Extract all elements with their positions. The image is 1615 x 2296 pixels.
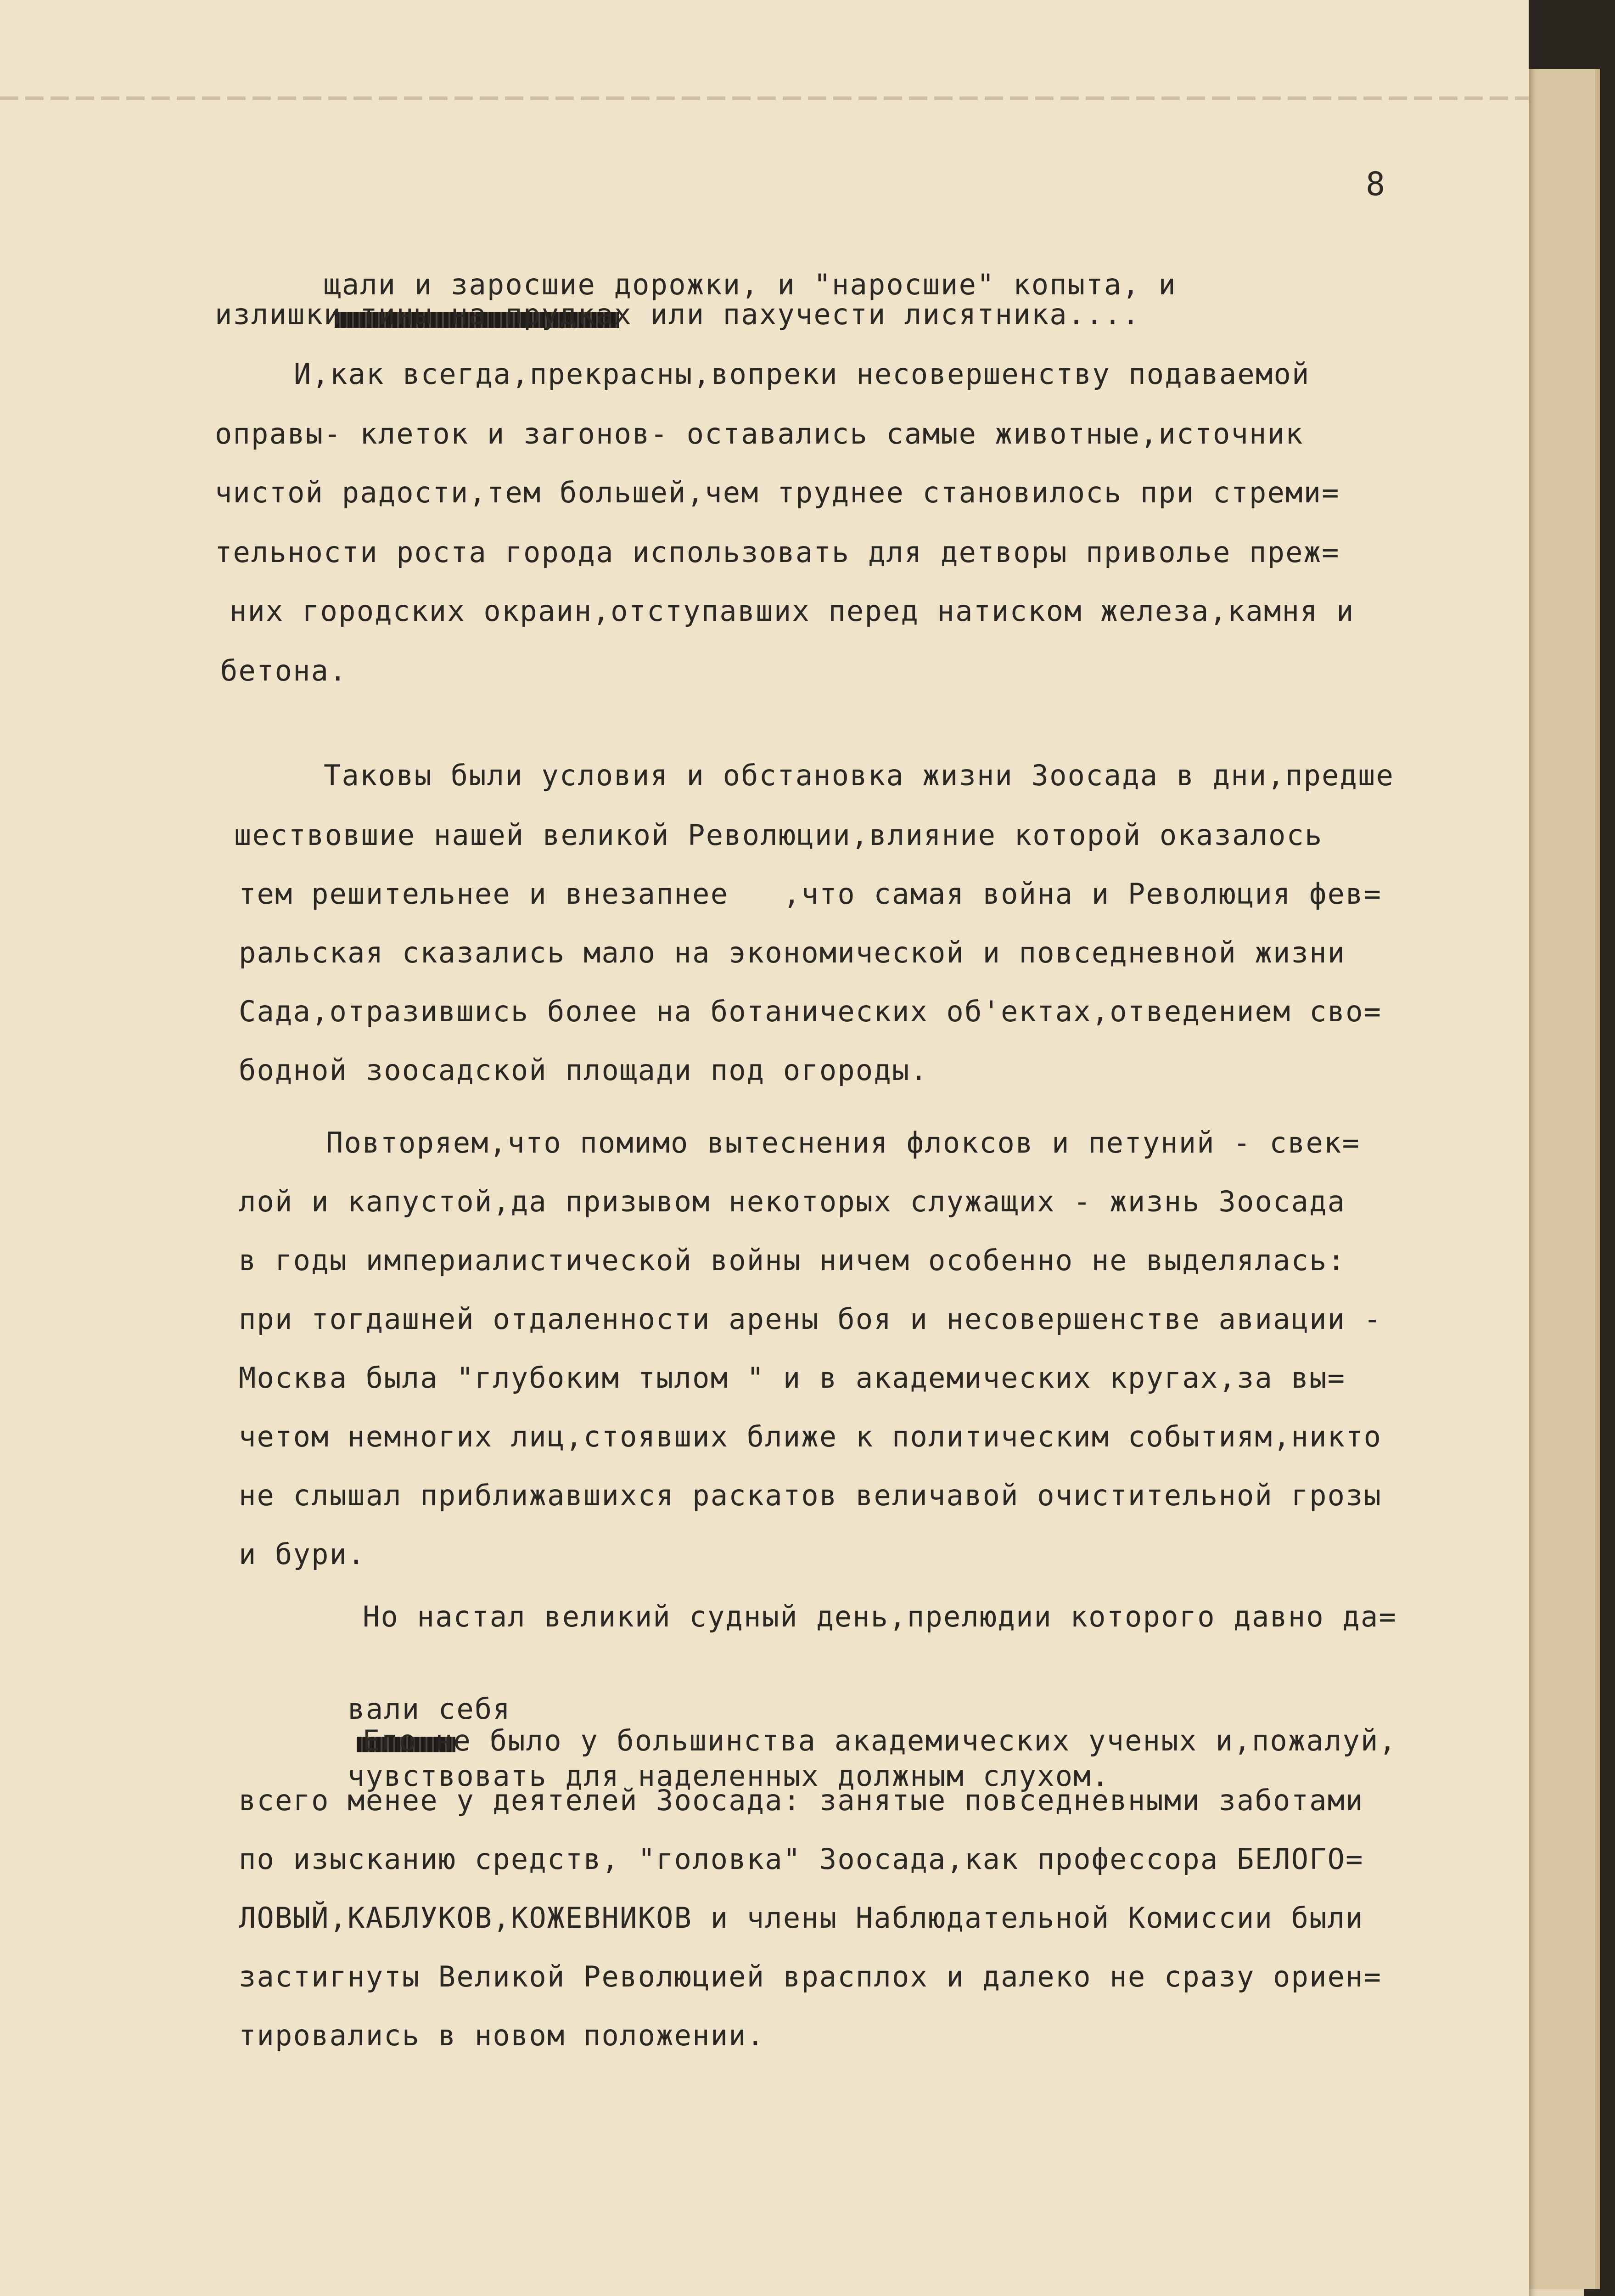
page-number: 8 — [1366, 165, 1385, 203]
text-line: Но настал великий судный день,прелюдии которого давно да= — [363, 1600, 1397, 1633]
text-line: И,как всегда,прекрасны,вопреки несовершенству подаваемой — [294, 357, 1310, 391]
text-line-content: чувствовать для наделенных должным слухом. — [348, 1759, 1110, 1793]
top-sheet-edge — [0, 96, 1529, 100]
text-line: тировались в новом положении. — [239, 2019, 765, 2052]
text-line: излишки тины на прудках или пахучести лисятника.... — [215, 298, 1140, 331]
text-line: оправы- клеток и загонов- оставались самые животные,источник — [215, 417, 1304, 450]
text-line: лой и капустой,да призывом некоторых служащих - жизнь Зоосада — [239, 1185, 1346, 1218]
text-line: и бури. — [239, 1537, 366, 1571]
text-line: тем решительнее и внезапнее ,что самая война и Революция фев= — [239, 877, 1382, 911]
text-line: ральская сказались мало на экономической и повседневной жизни — [239, 936, 1346, 969]
text-line: Сада,отразившись более на ботанических об'ектах,отведением сво= — [239, 995, 1382, 1028]
text-line: в годы империалистической войны ничем особенно не выделялась: — [239, 1244, 1346, 1277]
text-line: всего менее у деятелей Зоосада: занятые повседневными заботами — [239, 1784, 1364, 1817]
text-line: Его не было у большинства академических ученых и,пожалуй, — [363, 1724, 1397, 1757]
text-line: чистой радости,тем большей,чем труднее становилось при стреми= — [215, 476, 1340, 509]
text-line: по изысканию средств, "головка" Зоосада,как профессора БЕЛОГО= — [239, 1842, 1364, 1876]
text-line: четом немногих лиц,стоявших ближе к политическим событиям,никто — [239, 1420, 1382, 1453]
text-line: бодной зоосадской площади под огороды. — [239, 1053, 929, 1087]
text-line: застигнуты Великой Революцией врасплох и далеко не сразу ориен= — [239, 1960, 1382, 1993]
text-line: не слышал приближавшихся раскатов величавой очистительной грозы — [239, 1479, 1382, 1512]
text-line: Таковы были условия и обстановка жизни Зоосада в дни,предше — [324, 759, 1395, 792]
text-line: Повторяем,что помимо вытеснения флоксов и петуний - свек= — [326, 1126, 1361, 1159]
text-line: шествовшие нашей великой Революции,влияние которой оказалось — [234, 818, 1323, 852]
text-line-content: щали и заросшие дорожки, и "наросшие" копыта, и — [324, 268, 1177, 301]
text-line: тельности роста города использовать для детворы приволье преж= — [215, 535, 1340, 569]
text-line-content: вали себя — [348, 1692, 511, 1726]
text-line: них городских окраин,отступавших перед натиском железа,камня и — [230, 594, 1355, 628]
text-line: Москва была "глубоким тылом " и в академических кругах,за вы= — [239, 1361, 1346, 1395]
text-line: ЛОВЫЙ,КАБЛУКОВ,КОЖЕВНИКОВ и члены Наблюдательной Комиссии были — [239, 1901, 1364, 1935]
text-line: бетона. — [220, 654, 348, 687]
text-line: при тогдашней отдаленности арены боя и несовершенстве авиации - — [239, 1302, 1382, 1336]
